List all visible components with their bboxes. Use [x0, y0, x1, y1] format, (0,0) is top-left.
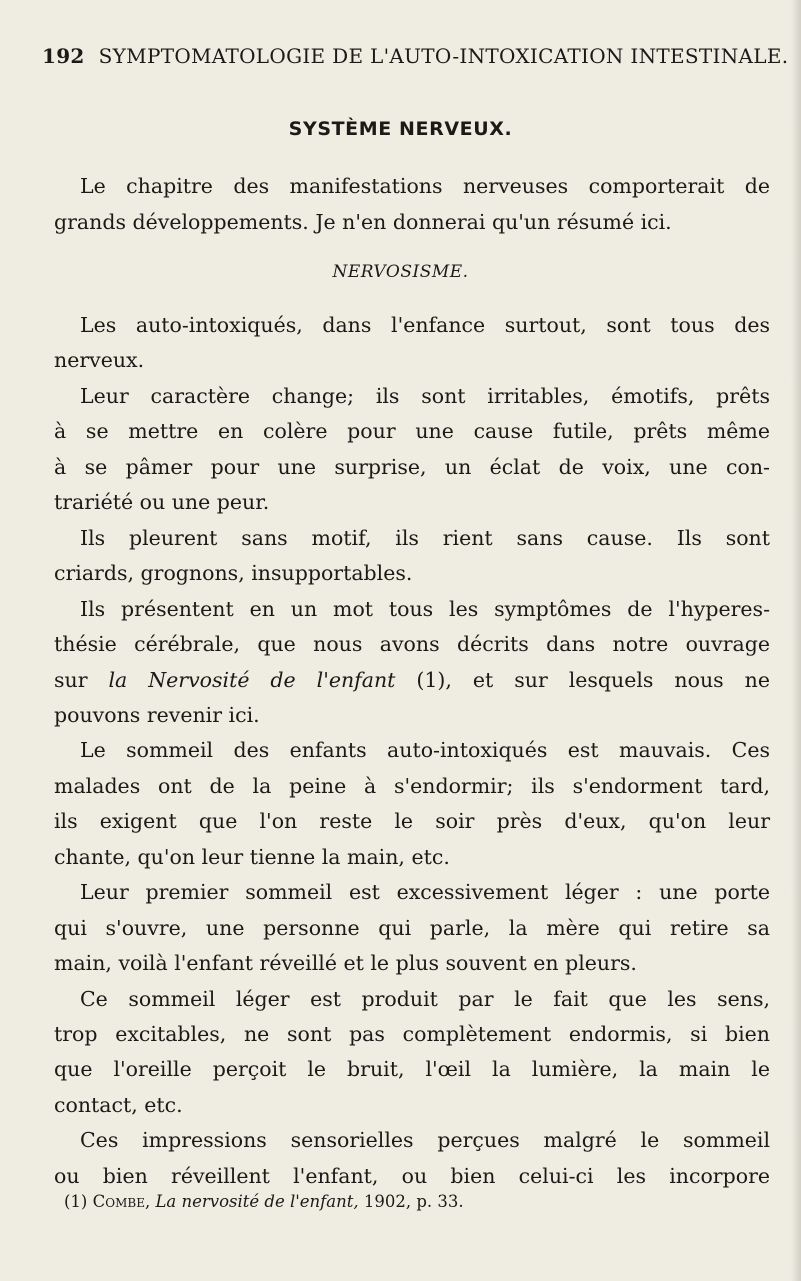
footnote-marker: (1) [64, 1192, 88, 1211]
text-line: Ce sommeil léger est produit par le fait que les sens, [80, 986, 770, 1011]
text-line: Le sommeil des enfants auto-intoxiqués est mauvais. Ces [80, 738, 770, 763]
cited-work-title: la Nervosité de l'enfant [108, 667, 396, 692]
running-title: SYMPTOMATOLOGIE DE L'AUTO-INTOXICATION INTESTINALE. [98, 44, 789, 68]
text-line: qui s'ouvre, une personne qui parle, la mère qui retire sa [54, 915, 770, 940]
text-line: grands développements. Je n'en donnerai qu'un résumé ici. [54, 209, 672, 234]
text-line: à se mettre en colère pour une cause futile, prêts même [54, 419, 770, 444]
text-line: trop excitables, ne sont pas complètement endormis, si bien [54, 1022, 770, 1046]
text-line: ils exigent que l'on reste le soir près d'eux, qu'on leur [54, 809, 770, 834]
footnote-author: Combe, [92, 1192, 151, 1211]
text-line: Leur premier sommeil est excessivement léger : une porte [80, 880, 770, 905]
text-line: main, voilà l'enfant réveillé et le plus souvent en pleurs. [54, 951, 637, 976]
footnote [64, 1192, 764, 1211]
text-line: que l'oreille perçoit le bruit, l'œil la lumière, la main le [54, 1057, 770, 1082]
text-line: contact, etc. [54, 1092, 183, 1117]
footnote-rest: 1902, p. 33. [363, 1192, 464, 1211]
text-line: sur la Nervosité de l'enfant (1), et sur lesquels nous ne [54, 667, 770, 692]
subsection-title: NERVOSISME. [332, 262, 469, 282]
text-line: Ils présentent en un mot tous les symptômes de l'hyperes- [80, 596, 770, 621]
text-line: criards, grognons, insupportables. [54, 561, 413, 586]
text-line: à se pâmer pour une surprise, un éclat de voix, une con- [54, 454, 770, 479]
text-line: nerveux. [54, 348, 145, 373]
text-line: Le chapitre des manifestations nerveuses comporterait de [80, 174, 770, 198]
footnote-work: La nervosité de l'enfant, [155, 1192, 359, 1211]
page-number: 192 [42, 44, 85, 68]
section-title: SYSTÈME NERVEUX. [288, 118, 513, 140]
text-line: ou bien réveillent l'enfant, ou bien celui-ci les incorpore [54, 1163, 770, 1188]
text-line: chante, qu'on leur tienne la main, etc. [54, 844, 450, 869]
text-line: Leur caractère change; ils sont irritables, émotifs, prêts [80, 383, 770, 408]
text-line: Ils pleurent sans motif, ils rient sans cause. Ils sont [80, 525, 770, 550]
page-edge-shadow [791, 0, 801, 1281]
text-line: Les auto-intoxiqués, dans l'enfance surtout, sont tous des [80, 313, 770, 337]
text-line: Ces impressions sensorielles perçues malgré le sommeil [80, 1128, 770, 1153]
text-line: pouvons revenir ici. [54, 702, 260, 727]
text-line: thésie cérébrale, que nous avons décrits dans notre ouvrage [54, 632, 770, 657]
text-line: trariété ou une peur. [54, 490, 270, 515]
running-header [42, 44, 789, 68]
text-line: malades ont de la peine à s'endormir; ils s'endorment tard, [54, 773, 770, 798]
